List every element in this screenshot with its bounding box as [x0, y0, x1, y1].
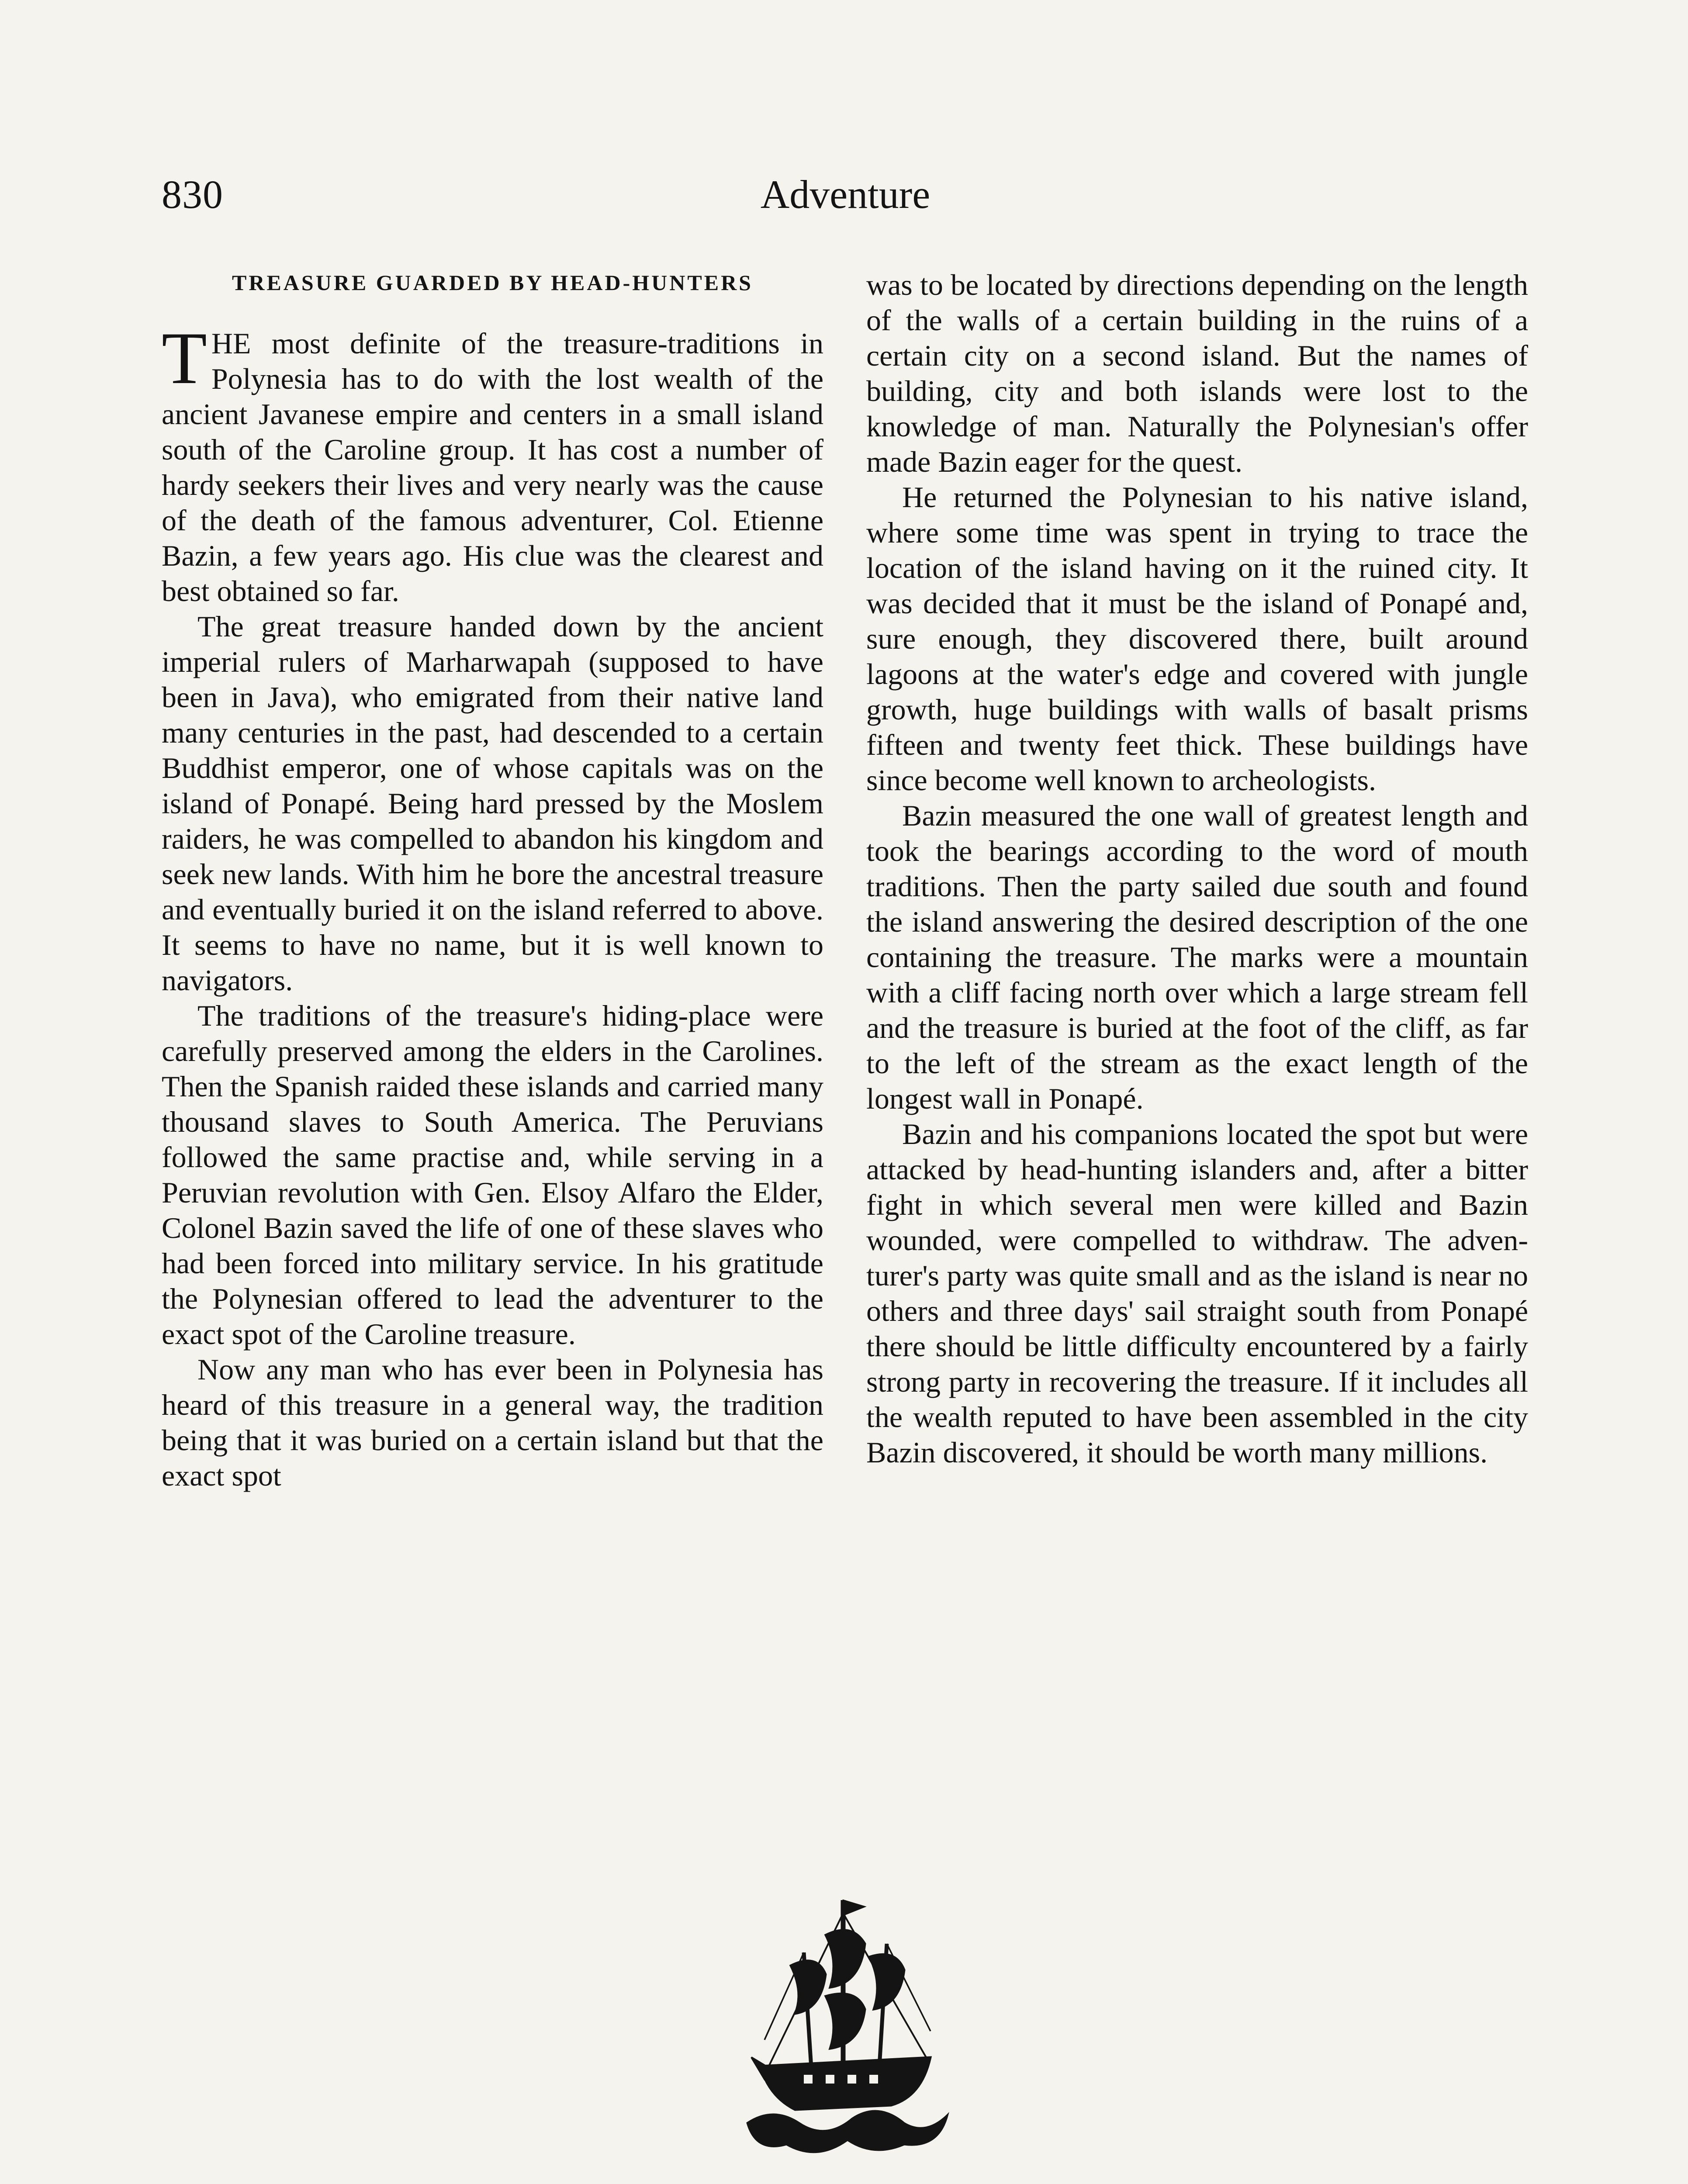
page-header	[162, 166, 1529, 223]
paragraph-text: HE most definite of the treasure-traditions in Polynesia has to do with the lost wealth of the ancient Javanese empire and centers in a small island south of the Caroline group. It has cost a number of hardy seekers their lives and very nearly was the cause of the death of the famous adventurer, Col. Etienne Bazin, a few years ago. His clue was the clearest and best obtained so far.	[162, 327, 823, 608]
paragraph: Now any man who has ever been in Polynesia has heard of this treasure in a general way, the tradition being that it was buried on a certain island but that the exact spot	[162, 1353, 823, 1492]
column-right	[866, 267, 1528, 1470]
paragraph: He returned the Polynesian to his native island, where some time was spent in trying to trace the location of the island having on it the ruined city. It was decided that it must be the island of Ponapé and, sure enough, they discovered there, built around lagoons at the water's edge and covered with jungle growth, huge buildings with walls of basalt prisms fifteen and twenty feet thick. These buildings have since become well known to archeologists.	[866, 480, 1528, 797]
column-left	[162, 267, 823, 1493]
paragraph: The traditions of the treasure's hiding-place were carefully preserved among the elders in the Carolines. Then the Spanish raided these islands and carried many thousand slaves to South America. The Peruvians followed the same practise and, while serving in a Peruvian revolution with Gen. Elsoy Alfaro the Elder, Colonel Bazin saved the life of one of these slaves who had been forced into military service. In his gratitude the Polynesian offered to lead the adventurer to the exact spot of the Caroline treasure.	[162, 999, 823, 1351]
running-title: Adventure	[760, 172, 930, 217]
article-heading: TREASURE GUARDED BY HEAD-HUNTERS	[232, 270, 753, 295]
page-number: 830	[162, 172, 223, 217]
paragraph: The great treasure handed down by the ancient imperial rulers of Marharwapah (supposed to have been in Java), who emigrated from their native land many centuries in the past, had descended to a certain Buddhist emperor, one of whose capitals was on the island of Ponapé. Being hard pressed by the Moslem raiders, he was compelled to abandon his kingdom and seek new lands. With him he bore the ancestral treasure and eventually buried it on the island referred to above. It seems to have no name, but it is well known to navigators.	[162, 610, 823, 997]
sailing-ship-icon	[738, 1887, 957, 2167]
paragraph: was to be located by directions depending on the length of the walls of a certain building in the ruins of a certain city on a second island. But the names of building, city and both islands were lost to the knowledge of man. Naturally the Polynesian's offer made Bazin eager for the quest.	[866, 268, 1528, 478]
drop-cap: T	[162, 317, 207, 399]
paragraph: Bazin measured the one wall of greatest length and took the bearings according to the word of mouth traditions. Then the party sailed due south and found the island answering the desired description of the one containing the treasure. The marks were a mountain with a cliff facing north over which a large stream fell and the treasure is buried at the foot of the cliff, as far to the left of the stream as the exact length of the longest wall in Ponapé.	[866, 799, 1528, 1115]
paragraph	[162, 317, 823, 609]
paragraph: Bazin and his companions located the spot but were attacked by head-hunting islanders and, after a bitter fight in which several men were killed and Bazin wounded, were compelled to withdraw. The adventurer's party was quite small and as the island is near no others and three days' sail straight south from Ponapé there should be little difficulty encountered by a fairly strong party in recovering the treasure. If it includes all the wealth reputed to have been assembled in the city Bazin discovered, it should be worth many millions.	[866, 1117, 1528, 1469]
